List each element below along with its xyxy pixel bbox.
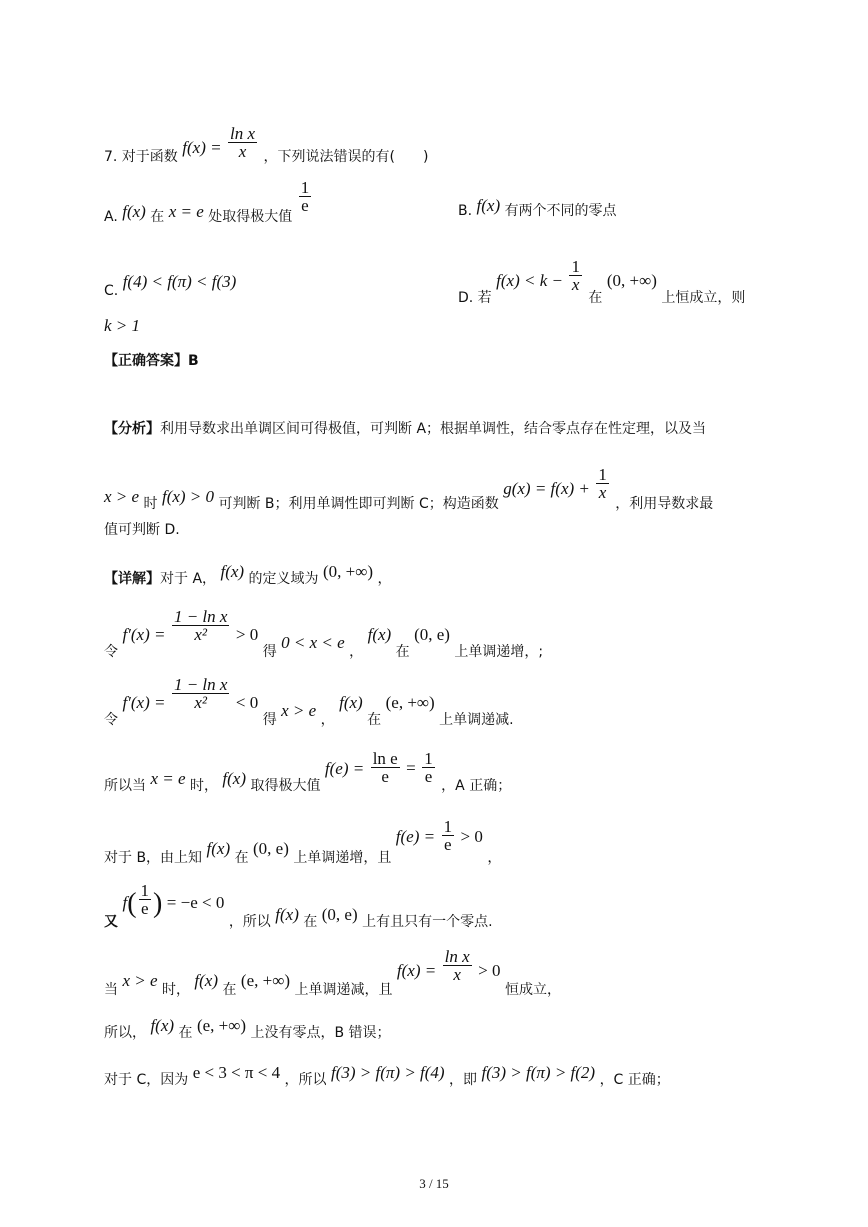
detail-p4-t2: 时， bbox=[189, 777, 218, 794]
analysis-m2: f(x) > 0 bbox=[161, 486, 215, 506]
analysis-fraction bbox=[596, 466, 609, 501]
detail-line-8 bbox=[104, 1016, 391, 1041]
detail-p7-t3: 在 bbox=[222, 981, 237, 998]
detail-p8-int: (e, +∞) bbox=[196, 1016, 247, 1035]
detail-p7-t1: 当 bbox=[104, 981, 118, 998]
detail-p6-fraction bbox=[139, 882, 152, 917]
detail-p4-lhs: f(e) = bbox=[324, 758, 365, 778]
frac-num: 1 bbox=[300, 178, 310, 197]
detail-p6-t1: 又 bbox=[104, 913, 118, 930]
detail-p3-int: (e, +∞) bbox=[385, 692, 435, 712]
detail-p5-lhs: f(e) = bbox=[395, 826, 436, 846]
frac-den: x bbox=[238, 142, 247, 161]
question-number: 7. 对于函数 bbox=[104, 148, 178, 165]
detail-p6-t2: ，所以 bbox=[228, 913, 271, 930]
detail-line-6 bbox=[104, 881, 493, 930]
detail-p5-rel: > 0 bbox=[460, 826, 483, 846]
detail-p2-t3: ， bbox=[349, 643, 364, 660]
option-d-fraction bbox=[569, 258, 582, 293]
option-a bbox=[104, 178, 313, 225]
detail-p4-t3: 取得极大值 bbox=[250, 777, 321, 794]
option-a-f: f(x) bbox=[122, 201, 146, 221]
detail-p4-fraction-1 bbox=[371, 750, 400, 785]
detail-p2-rel: > 0 bbox=[235, 624, 259, 644]
option-b-text: 有两个不同的零点 bbox=[504, 203, 617, 219]
option-d bbox=[458, 254, 746, 306]
frac-num: ln e bbox=[372, 749, 398, 768]
detail-p7-int: (e, +∞) bbox=[240, 970, 290, 990]
detail-p7-cond: x > e bbox=[122, 970, 158, 990]
function-fraction bbox=[228, 125, 257, 160]
page-number: 3 / 15 bbox=[419, 1176, 449, 1191]
frac-den: x² bbox=[194, 693, 208, 712]
analysis-line-3 bbox=[104, 520, 180, 540]
frac-num: 1 − ln x bbox=[173, 607, 228, 626]
analysis-text-3: 值可判断 D. bbox=[104, 522, 180, 538]
detail-p9-c2: f(3) > f(π) > f(4) bbox=[330, 1063, 445, 1082]
detail-p3-lhs: f′(x) = bbox=[122, 692, 166, 712]
detail-line-9 bbox=[104, 1063, 670, 1088]
detail-line-7 bbox=[104, 947, 561, 998]
frac-den: x bbox=[571, 275, 580, 294]
detail-p7-f: f(x) bbox=[194, 970, 219, 990]
detail-p4-fraction-2 bbox=[422, 750, 435, 785]
detail-p2-f: f(x) bbox=[367, 624, 392, 644]
detail-line-3 bbox=[104, 675, 514, 728]
option-a-x: x = e bbox=[168, 201, 204, 221]
question-stem bbox=[104, 124, 429, 165]
detail-p1-f: f(x) bbox=[220, 562, 245, 581]
frac-num: 1 bbox=[443, 817, 453, 836]
detail-p9-t4: ，C 正确； bbox=[599, 1072, 670, 1088]
analysis-t3: ，利用导数求最 bbox=[615, 495, 714, 512]
analysis-line-1 bbox=[104, 419, 706, 439]
detail-p4-t4: ，A 正确； bbox=[441, 777, 512, 794]
detail-p5-t2: 在 bbox=[234, 849, 249, 866]
frac-num: 1 − ln x bbox=[173, 675, 228, 694]
detail-p9-c1: e < 3 < π < 4 bbox=[192, 1063, 281, 1082]
detail-p8-t2: 在 bbox=[178, 1025, 193, 1041]
function-lhs: f(x) = bbox=[182, 137, 222, 157]
frac-den: x bbox=[598, 483, 607, 502]
analysis-t1: 时 bbox=[143, 495, 158, 512]
detail-p1-dom: (0, +∞) bbox=[322, 562, 374, 581]
detail-p3-t1: 令 bbox=[104, 711, 118, 728]
detail-p6-f2: f(x) bbox=[275, 904, 299, 924]
frac-den: e bbox=[381, 767, 389, 786]
detail-p7-t5: 恒成立， bbox=[504, 981, 561, 998]
detail-p6-t3: 在 bbox=[303, 913, 318, 930]
detail-p3-cond: x > e bbox=[281, 700, 317, 720]
analysis-line-2 bbox=[104, 462, 714, 512]
detail-p5-fraction bbox=[442, 818, 455, 853]
detail-p5-f: f(x) bbox=[206, 838, 231, 858]
frac-num: 1 bbox=[571, 257, 580, 276]
analysis-text-1: 利用导数求出单调区间可得极值，可判断 A；根据单调性，结合零点存在性定理，以及当 bbox=[160, 421, 707, 437]
detail-label: 【详解】 bbox=[104, 571, 160, 587]
detail-p3-rel: < 0 bbox=[235, 692, 259, 712]
option-a-text2: 处取得极大值 bbox=[208, 208, 293, 225]
option-c bbox=[104, 270, 237, 299]
detail-p2-int: (0, e) bbox=[414, 624, 450, 644]
detail-p6-rhs: = −e < 0 bbox=[166, 892, 225, 912]
option-a-label: A. bbox=[104, 208, 118, 225]
frac-num: ln x bbox=[444, 947, 470, 966]
left-paren: ( bbox=[127, 887, 137, 919]
option-d-text1: 在 bbox=[588, 289, 603, 306]
detail-line-4 bbox=[104, 749, 512, 794]
detail-p3-t5: 上单调递减. bbox=[439, 711, 514, 728]
option-b bbox=[458, 196, 617, 221]
detail-p2-lhs: f′(x) = bbox=[122, 624, 166, 644]
detail-p2-t5: 上单调递增，; bbox=[454, 643, 544, 660]
detail-p8-f: f(x) bbox=[150, 1016, 175, 1035]
detail-p1-t3: ， bbox=[377, 571, 392, 587]
detail-p3-t4: 在 bbox=[367, 711, 382, 728]
frac-den: x² bbox=[194, 625, 208, 644]
detail-p2-fraction bbox=[172, 608, 230, 643]
detail-p9-t1: 对于 C，因为 bbox=[104, 1072, 189, 1088]
answer-value: B bbox=[188, 353, 199, 369]
detail-p7-fraction bbox=[443, 948, 472, 983]
option-b-f: f(x) bbox=[476, 196, 501, 215]
detail-p3-t2: 得 bbox=[262, 711, 277, 728]
frac-den: e bbox=[140, 899, 149, 918]
frac-den: e bbox=[424, 767, 433, 786]
answer-line bbox=[104, 351, 199, 371]
option-a-fraction bbox=[299, 179, 312, 214]
detail-p7-rel: > 0 bbox=[478, 960, 501, 980]
detail-p4-t1: 所以当 bbox=[104, 777, 146, 794]
frac-den: e bbox=[301, 196, 309, 215]
detail-line-2 bbox=[104, 607, 544, 660]
option-d-expr: f(x) < k − bbox=[496, 270, 563, 290]
frac-num: 1 bbox=[140, 881, 150, 900]
detail-p7-t4: 上单调递减，且 bbox=[294, 981, 393, 998]
option-b-label: B. bbox=[458, 203, 473, 219]
option-d-label: D. 若 bbox=[458, 289, 492, 306]
detail-p8-t1: 所以， bbox=[104, 1025, 146, 1041]
detail-p5-t1: 对于 B，由上知 bbox=[104, 849, 203, 866]
answer-label: 【正确答案】 bbox=[104, 353, 188, 369]
detail-p7-t2: 时， bbox=[161, 981, 190, 998]
right-paren: ) bbox=[153, 887, 163, 919]
analysis-m3: g(x) = f(x) + bbox=[503, 478, 590, 498]
option-d-interval: (0, +∞) bbox=[606, 270, 657, 290]
option-c-label: C. bbox=[104, 283, 119, 299]
detail-line-1 bbox=[104, 562, 392, 587]
detail-p4-eq: = bbox=[406, 758, 416, 778]
analysis-t2: 可判断 B；利用单调性即可判断 C；构造函数 bbox=[218, 495, 499, 512]
option-d-continuation bbox=[104, 316, 140, 337]
detail-p5-t3: 上单调递增，且 bbox=[293, 849, 392, 866]
detail-p3-t3: ， bbox=[320, 711, 335, 728]
frac-num: 1 bbox=[598, 465, 607, 484]
frac-num: 1 bbox=[424, 749, 433, 768]
detail-p8-t3: 上没有零点，B 错误； bbox=[250, 1025, 391, 1041]
detail-p9-t2: ，所以 bbox=[284, 1072, 327, 1088]
detail-p9-c3: f(3) > f(π) > f(2) bbox=[481, 1063, 596, 1082]
detail-p6-int: (0, e) bbox=[321, 904, 358, 924]
detail-p6-f: f bbox=[122, 892, 128, 912]
detail-p5-int: (0, e) bbox=[253, 838, 289, 858]
detail-line-5 bbox=[104, 817, 502, 866]
detail-p3-f: f(x) bbox=[339, 692, 363, 712]
option-c-expr: f(4) < f(π) < f(3) bbox=[122, 272, 237, 291]
option-d-cont: k > 1 bbox=[104, 316, 141, 335]
detail-p2-t2: 得 bbox=[262, 643, 277, 660]
detail-p2-t1: 令 bbox=[104, 643, 118, 660]
option-a-text1: 在 bbox=[150, 208, 165, 225]
detail-p6-t4: 上有且只有一个零点. bbox=[362, 913, 493, 930]
frac-den: e bbox=[444, 835, 452, 854]
analysis-m1: x > e bbox=[104, 486, 140, 506]
question-suffix: ，下列说法错误的有( ) bbox=[263, 148, 429, 165]
detail-p4-x: x = e bbox=[150, 768, 186, 788]
detail-p2-t4: 在 bbox=[395, 643, 410, 660]
option-d-text2: 上恒成立，则 bbox=[661, 289, 746, 306]
analysis-label: 【分析】 bbox=[104, 421, 160, 437]
detail-p7-lhs: f(x) = bbox=[396, 960, 437, 980]
frac-den: x bbox=[453, 965, 461, 984]
detail-p9-t3: ，即 bbox=[449, 1072, 478, 1088]
detail-p1-t1: 对于 A， bbox=[160, 571, 217, 587]
frac-num: ln x bbox=[230, 124, 256, 143]
detail-p4-f: f(x) bbox=[222, 768, 247, 788]
detail-p5-t4: ， bbox=[487, 849, 502, 866]
detail-p1-t2: 的定义域为 bbox=[248, 571, 319, 587]
detail-p3-fraction bbox=[172, 676, 230, 711]
detail-p2-cond: 0 < x < e bbox=[281, 632, 345, 652]
